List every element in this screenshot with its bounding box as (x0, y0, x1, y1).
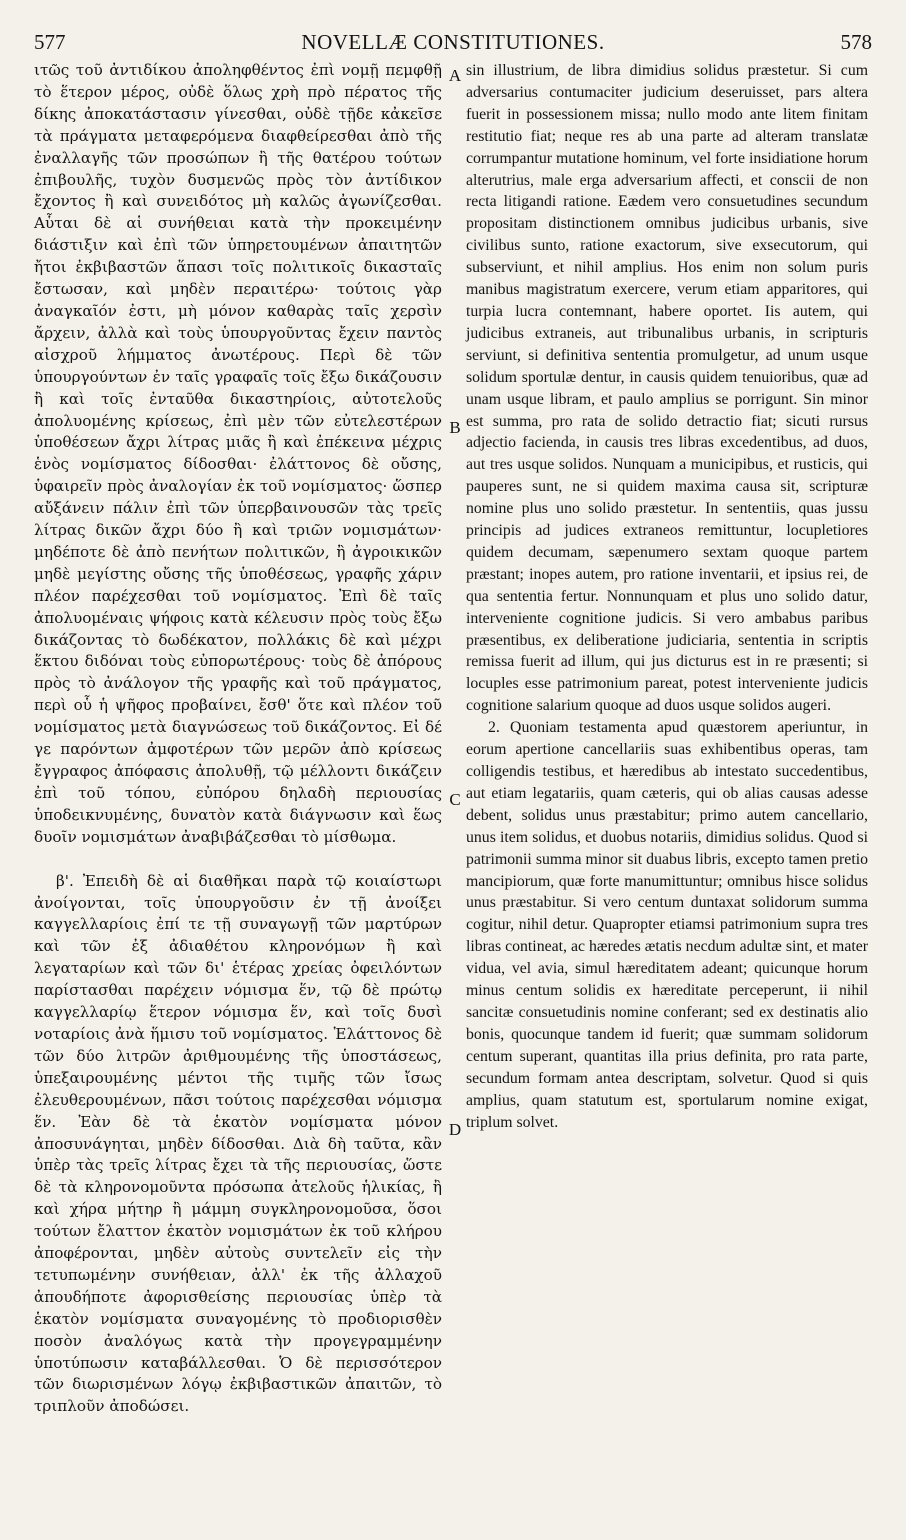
margin-letter-a: A (448, 66, 462, 85)
margin-letter-c: C (449, 790, 461, 809)
page-number-right: 578 (840, 30, 872, 54)
latin-paragraph-2: 2. Quoniam testamenta apud quæstorem aperiuntur, in eorum apertione cancellariis suas exhibentibus operas, tam colligendis testibus, et hæredibus ab intestato succedentibus, aut etiam legatariis, quam cæteris, qui ob alias causas adesse debent, solidus unus præstabitur; primo autem cancellario, unus item solidus, et duobus notariis, dimidius solidus. Quod si patrimonii summa minor sit duabus libris, excepto tamen pretio mancipiorum, quæ forte manumittuntur; omnibus hisce solidus unus præstabitur. Si vero centum duntaxat solidorum summa cogitur, nihil detur. Quapropter etiamsi patrimonium supra tres libras contineat, ac hæredes ætatis necdum adultæ sint, et mater vidua, vel avia, simul hæreditatem adeant; quicunque horum minus centum solidis ex hæreditate perceperunt, ii nihil sancitæ consuetudinis nomine conferant; sed ex destinatis alio bonis, quocunque tandem id fuerit; quæ summam solidorum centum superant, quantitas illa prius definita, pro rata parte, secundum formam antea descriptam, solvetur. Quod si quis amplius, quam statutum est, sportularum nomine exigat, triplum solvet. (466, 719, 868, 1131)
margin-letter-d: D (448, 1120, 462, 1139)
running-header (34, 30, 872, 56)
page-number-left: 577 (34, 30, 66, 54)
greek-column (34, 60, 442, 1418)
latin-column (466, 60, 868, 1133)
greek-paragraph-1: ιτῶς τοῦ ἀντιδίκου ἀποληφθέντος ἐπὶ νομῇ πεμφθῇ τὸ ἕτερον μέρος, οὐδὲ ὅλως χρὴ πρὸ πέρατος τῆς δίκης ἀποκατάστασιν γίνεσθαι, οὐδὲ τῇδε κἀκεῖσε τὰ πράγματα μεταφερόμενα διαφθείρεσθαι ἀπὸ τῆς ἐναλλαγῆς τῶν προσώπων ἢ τῆς θατέρου τούτων ἐπιβουλῆς, τυχὸν δυσμενῶς πρὸς τὸν ἀντίδικον ἔχοντος ἢ καὶ συνειδότος μὴ καλῶς ἀγωνίζεσθαι. Αὗται δὲ αἱ συνήθειαι κατὰ τὴν προκειμένην διάστιξιν καὶ ἐπὶ τῶν ὑπηρετουμένων ἀπαιτητῶν ἤτοι ἐκβιβαστῶν ἅπασι τοῖς πολιτικοῖς δικασταῖς ἔστωσαν, καὶ μηδὲν περαιτέρω· τούτοις γὰρ ἀναγκαῖόν ἐστι, μὴ μόνον καθαρὰς ταῖς χερσὶν ἄρχειν, ἀλλὰ καὶ τοὺς ὑπουργοῦντας ἔχειν παντὸς αἰσχροῦ λήμματος ἀνωτέρους. Περὶ δὲ τῶν ὑπουργούντων ἐν ταῖς γραφαῖς τοῖς ἔξω δικάζουσιν ἢ καὶ τοῖς ἐνταῦθα δικαστηρίοις, αὐτοτελοῦς ἀπολυομένης κρίσεως, ἐπὶ μὲν τῶν εὐτελεστέρων ὑποθέσεων ἄχρι λίτρας μιᾶς ἢ καὶ ἐπέκεινα μέχρις ἑνὸς νομίσματος δίδοσθαι· ἐλάττονος δὲ οὔσης, ὑφαιρεῖν πρὸς ἀναλογίαν ἐκ τοῦ νομίσματος· ὥσπερ αὔξάνειν πάλιν ἐπὶ τῶν ὑπερβαινουσῶν τὰς τρεῖς λίτρας δικῶν ἄχρι δύο ἢ καὶ τριῶν νομισμάτων· μηδέποτε δὲ ἀπὸ πενήτων πολιτικῶν, ἢ ἀγροικικῶν μηδὲ μεγίστης οὔσης τῆς ὑποθέσεως, γραφῆς χάριν πλέον παρέχεσθαι τοῦ νομίσματος. Ἐπὶ δὲ ταῖς ἀπολυομέναις ψήφοις κατὰ κέλευσιν πρὸς τοὺς ἔξω δικάζοντας τὸ δωδέκατον, πολλάκις δὲ καὶ μέχρι ἕκτου διδόναι τοὺς εὐπορωτέρους· τοὺς δὲ ἀπόρους πρὸς τὸ ἀνάλογον τῆς γραφῆς καὶ τοῦ πράγματος, περὶ οὗ ἡ ψῆφος προβαίνει, ἔσθ' ὅτε καὶ πλέον τοῦ νομίσματος μετὰ διαγνώσεως τοῦ δικάζοντος. Εἰ δέ γε παρόντων ἀμφοτέρων τῶν μερῶν ἀπὸ κρίσεως ἔγγραφος ἀπόφασις ἀπολυθῇ, τῷ μέλλοντι δικάζειν ἐπὶ τοῦ τόπου, εὐπόρου δηλαδὴ περιουσίας ὑποδεικνυμένης, δυνατὸν κατὰ διάγνωσιν καὶ ἕως δυοῖν νομισμάτων ἀναβιβάζεσθαι τὸ μίσθωμα. (34, 61, 442, 846)
greek-paragraph-2: β'. Ἐπειδὴ δὲ αἱ διαθῆκαι παρὰ τῷ κοιαίστωρι ἀνοίγονται, τοῖς ὑπουργοῦσιν ἐν τῇ ἀνοίξει καγγελλαρίοις ἐπί τε τῇ συναγωγῇ τῶν μαρτύρων καὶ τῶν ἐξ ἀδιαθέτου κληρονόμων ἢ καὶ λεγαταρίων καὶ τῶν δι' ἑτέρας χρείας ὀφειλόντων παρίστασθαι παρέχειν νόμισμα ἕν, τῷ δὲ πρώτῳ καγγελλαρίῳ ἕτερον νόμισμα ἕν, καὶ τοῖς δυσὶ νοταρίοις ἀνὰ ἥμισυ τοῦ νομίσματος. Ἐλάττονος δὲ τῶν δύο λιτρῶν ἀριθμουμένης τῆς ὑποστάσεως, ὑπεξαιρουμένης μέντοι τῆς τιμῆς τῶν ἴσως ἐλευθερουμένων, πᾶσι τούτοις παρέχεσθαι νόμισμα ἕν. Ἐὰν δὲ τὰ ἑκατὸν νομίσματα μόνον ἀποσυνάγηται, μηδὲν δίδοσθαι. Διὰ δὴ ταῦτα, κἂν ὑπὲρ τὰς τρεῖς λίτρας ἔχει τὰ τῆς περιουσίας, ὥστε δὲ τὰ κληρονομοῦντα πρόσωπα ἀτελοῦς ἡλικίας, ἢ καὶ χήρα μήτηρ ἢ μάμμη συγκληρονομοῦσα, ὅσοι τούτων ἔλαττον ἑκατὸν νομισμάτων ἐκ τοῦ κλήρου ἀποφέρονται, μηδὲν αὐτοὺς συντελεῖν εἰς τὴν τετυπωμένην συνήθειαν, ἀλλ' ἐκ τῆς ἀλλαχοῦ ἀπουδήποτε ἀφορισθείσης περιουσίας ὑπὲρ τὰ ἑκατὸν νομίσματα συναγομένης τὸ προδιορισθὲν ποσὸν ἀναλόγως κατὰ τὴν προγεγραμμένην ὑποτύπωσιν καταβάλλεσθαι. Ὁ δὲ περισσότερον τῶν διωρισμένων λόγῳ ἐκβιβαστικῶν ἀπαιτῶν, τὸ τριπλοῦν ἀποδώσει. (34, 871, 442, 1416)
latin-paragraph-1: sin illustrium, de libra dimidius solidus præstetur. Si cum adversarius contumaciter judicium deseruisset, pars altera fuerit in possessionem missa; nullo modo ante litem finitam restitutio fiat; neque res ab una parte ad alteram translatæ corrumpantur mutatione hominum, vel forte insidiatione horum alterutrius, male erga adversarium affecti, et conscii de non recta litigandi ratione. Eædem vero consuetudines secundum propositam distinctionem omnibus judicibus urbanis, sive civilibus sunto, ratione exactorum, sive exsecutorum, qui subserviunt, et nihil amplius. Hos enim non solum puris manibus magistratum exercere, verum etiam apparitores, qui turpia lucra contemnant, habere oportet. Iis autem, qui judicibus extraneis, aut tribunalibus urbanis, in scripturis serviunt, si definitiva sententia promulgetur, ad unum usque solidum sportulæ dentur, in causis quidem tenuioribus, quæ ad unam usque libram, et paulo amplius se porrigunt. Sin minor est summa, pro rata de solido detractio fiat; sicuti rursus adjectio facienda, in causis tres libras excedentibus, ad duos, aut tres usque solidos. Nunquam a municipibus, et rusticis, qui pauperes sunt, ne si quidem maxima causa sit, scripturæ nomine plus uno solido præstetur. In sententiis, quas jussu principis ad judices extraneos remittuntur, locupletiores quidem decumam, sæpenumero sextam quoque partem præstant; inopes autem, pro ratione inventarii, et ipsius rei, de qua sententia fertur. Nonnunquam et plus uno solido datur, interveniente cognitione judicis. Si vero ambabus paribus præsentibus, ex deliberatione judiciaria, sententia in scriptis remissa fuerit ad illum, qui jus dicturus est in re præsenti; si locuples esse patrimonium pareat, potest interveniente judicis cognitione salarium quoque ad duos usque solidos augeri. (466, 62, 868, 715)
running-title: NOVELLÆ CONSTITUTIONES. (301, 30, 605, 54)
margin-letter-b: B (449, 418, 461, 437)
